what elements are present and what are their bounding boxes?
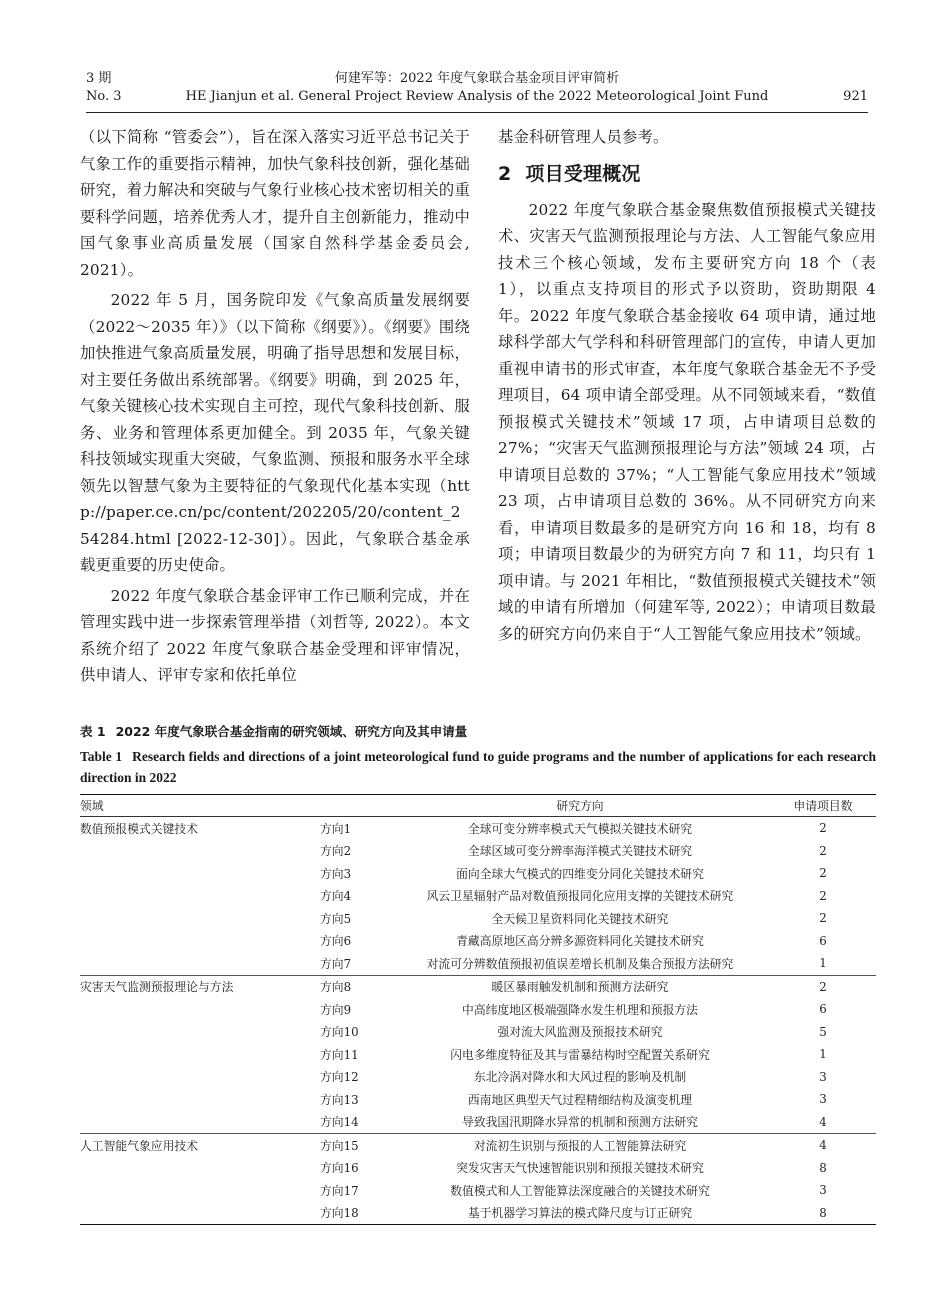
application-count-cell: 2	[819, 843, 827, 858]
paragraph: 基金科研管理人员参考。	[498, 128, 669, 146]
header-field: 领域	[80, 799, 104, 813]
direction-topic-cell: 东北冷涡对降水和大风过程的影响及机制	[473, 1070, 687, 1085]
paragraph: 2022 年度气象联合基金聚焦数值预报模式关键技术、灾害天气监测预报理论与方法、人工智能气象应用技术三个核心领域，发布主要研究方向 18 个（表 1），以重点支持项目的形式予以资助，资助期限 4 年。2022 年度气象联合基金接收 64 项申请，通过地球科学部大气学科和科研管理部门的宣传，申请人更加重视申请书的形式审查，本年度气象联合基金无不予受理项目，64 项申请全部受理。从不同领域来看，“数值预报模式关键技术”领域 17 项，占申请项目总数的 27%；“灾害天气监测预报理论与方法”领域 24 项，占申请项目总数的 37%；“人工智能气象应用技术”领域 23 项，占申请项目总数的 36%。从不同研究方向来看，申请项目数最多的是研究方向 16 和 18，均有 8 项；申请项目数最少的为研究方向 7 和 11，均只有 1 项申请。与 2021 年相比，“数值预报模式关键技术”领域的申请有所增加（何建军等, 2022）；申请项目数最多的研究方向仍来自于“人工智能气象应用技术”领域。	[498, 200, 876, 643]
field-cell	[80, 907, 320, 930]
application-count-cell: 8	[819, 1160, 827, 1175]
application-count-cell: 8	[770, 1202, 876, 1225]
field-cell	[80, 1179, 320, 1202]
table-label-zh: 表 1	[80, 724, 106, 739]
application-count-cell: 6	[819, 933, 827, 948]
direction-topic-cell: 西南地区典型天气过程精细结构及演变机理	[467, 1092, 693, 1107]
caption-text-zh: 2022 年度气象联合基金指南的研究领域、研究方向及其申请量	[115, 724, 468, 739]
table-row	[80, 862, 876, 885]
application-count-cell: 3	[819, 1092, 827, 1107]
table-row	[80, 930, 876, 953]
direction-number-cell: 方向3	[320, 866, 352, 881]
table-row	[80, 1179, 876, 1202]
table-row	[80, 1202, 876, 1225]
field-cell	[80, 1157, 320, 1180]
table-row	[80, 1157, 876, 1180]
direction-number-cell: 方向5	[320, 911, 352, 926]
table-row	[80, 1021, 876, 1044]
table-row	[80, 1134, 876, 1157]
issue-zh: 3 期	[86, 71, 112, 86]
direction-topic-cell: 全球区域可变分辨率海洋模式关键技术研究	[467, 844, 693, 859]
application-count-cell: 2	[770, 975, 876, 998]
field-cell	[80, 1088, 320, 1111]
application-count-cell: 2	[819, 821, 827, 836]
paragraph: （以下简称 “管委会”），旨在深入落实习近平总书记关于气象工作的重要指示精神，加快气象科技创新，强化基础研究，着力解决和突破与气象行业核心技术密切相关的重要科学问题，培养优秀人才，提升自主创新能力，推动中国气象事业高质量发展（国家自然科学基金委员会, 2021）。	[80, 128, 470, 279]
section-title: 项目受理概况	[525, 162, 641, 185]
application-count-cell: 1	[819, 1047, 827, 1062]
table-header-row	[80, 795, 876, 817]
field-cell: 灾害天气监测预报理论与方法	[80, 975, 320, 998]
field-cell	[80, 930, 320, 953]
application-count-cell: 3	[819, 1069, 827, 1084]
application-count-cell: 4	[770, 1134, 876, 1157]
table-row	[80, 1088, 876, 1111]
direction-topic-cell: 对流初生识别与预报的人工智能算法研究	[390, 1134, 770, 1157]
table-row	[80, 998, 876, 1021]
direction-number-cell: 方向13	[320, 1092, 359, 1107]
page-number: 921	[843, 89, 868, 104]
direction-topic-cell: 基于机器学习算法的模式降尺度与订正研究	[390, 1202, 770, 1225]
application-count-cell: 4	[819, 1114, 827, 1129]
field-cell: 人工智能气象应用技术	[80, 1134, 320, 1157]
direction-topic-cell: 面向全球大气模式的四维变分同化关键技术研究	[456, 866, 704, 881]
direction-number-cell: 方向6	[320, 934, 352, 949]
table-row	[80, 1043, 876, 1066]
field-cell	[80, 840, 320, 863]
direction-topic-cell: 闪电多维度特征及其与雷暴结构时空配置关系研究	[450, 1047, 710, 1062]
field-cell	[80, 1043, 320, 1066]
table-row	[80, 952, 876, 975]
application-count-cell: 2	[819, 888, 827, 903]
field-cell	[80, 1021, 320, 1044]
direction-number-cell: 方向7	[320, 956, 352, 971]
application-count-cell: 3	[819, 1183, 827, 1198]
direction-number-cell: 方向4	[320, 889, 352, 904]
right-column	[498, 124, 876, 651]
direction-number-cell: 方向18	[320, 1202, 390, 1225]
caption-zh	[80, 722, 876, 742]
table-body	[80, 817, 876, 1225]
table-caption	[80, 722, 876, 788]
direction-number-cell: 方向17	[320, 1183, 359, 1198]
header-count: 申请项目数	[793, 799, 853, 813]
application-count-cell: 5	[819, 1024, 827, 1039]
direction-topic-cell: 强对流大风监测及预报技术研究	[497, 1025, 663, 1040]
direction-topic-cell: 导致我国汛期降水异常的机制和预测方法研究	[462, 1115, 698, 1130]
table-row	[80, 817, 876, 840]
running-title-en: HE Jianjun et al. General Project Review Analysis of the 2022 Meteorological Joint Fund	[185, 89, 769, 104]
section-heading	[498, 159, 876, 189]
table-row	[80, 885, 876, 908]
field-cell	[80, 862, 320, 885]
running-title-zh: 何建军等：2022 年度气象联合基金项目评审简析	[334, 71, 620, 86]
direction-topic-cell: 突发灾害天气快速智能识别和预报关键技术研究	[456, 1161, 704, 1176]
field-cell	[80, 1111, 320, 1134]
table-row	[80, 1111, 876, 1134]
field-cell	[80, 952, 320, 975]
direction-number-cell: 方向2	[320, 844, 352, 859]
field-cell	[80, 1202, 320, 1225]
paragraph-text: 2022 年 5 月，国务院印发《气象高质量发展纲要（2022～2035 年）》（以下简称《纲要》）。《纲要》围绕加快推进气象高质量发展，明确了指导思想和发展目标，对主要任务做出系统部署。《纲要》明确，到 2025 年，气象关键核心技术实现自主可控，现代气象科技创新、服务、业务和管理体系更加健全。到 2035 年，气象关键科技领域实现重大突破，气象监测、预报和服务水平全球领先以智慧气象为主要特征的气象现代化基本实现（	[80, 291, 470, 495]
left-column	[80, 124, 470, 693]
running-header	[86, 70, 868, 112]
direction-number-cell: 方向10	[320, 1025, 359, 1040]
table-row	[80, 1066, 876, 1089]
direction-number-cell: 方向16	[320, 1161, 359, 1176]
field-cell	[80, 998, 320, 1021]
direction-number-cell: 方向9	[320, 1002, 352, 1017]
table-label-en: Table 1	[80, 749, 123, 764]
direction-topic-cell: 青藏高原地区高分辨多源资料同化关键技术研究	[456, 934, 704, 949]
header-direction: 研究方向	[556, 799, 604, 813]
field-cell	[80, 885, 320, 908]
paragraph	[80, 287, 470, 579]
direction-topic-cell: 全球可变分辨率模式天气模拟关键技术研究	[467, 821, 693, 836]
direction-topic-cell: 全天候卫星资料同化关键技术研究	[491, 911, 669, 926]
table-row	[80, 975, 876, 998]
direction-topic-cell: 对流可分辨数值预报初值误差增长机制及集合预报方法研究	[426, 956, 734, 971]
application-count-cell: 2	[819, 911, 827, 926]
direction-number-cell: 方向15	[320, 1134, 390, 1157]
direction-topic-cell: 暖区暴雨触发机制和预测方法研究	[390, 975, 770, 998]
direction-number-cell: 方向11	[320, 1047, 359, 1062]
direction-topic-cell: 中高纬度地区极端强降水发生机理和预报方法	[462, 1002, 698, 1017]
direction-number-cell: 方向8	[320, 975, 390, 998]
reference-url: http://paper.ce.cn/pc/content/202205/20/content_254284.html [2022-12-30]	[80, 476, 470, 548]
direction-topic-cell: 风云卫星辐射产品对数值预报同化应用支撑的关键技术研究	[426, 889, 734, 904]
application-count-cell: 6	[819, 1002, 827, 1017]
research-directions-table	[80, 794, 876, 1225]
table-row	[80, 907, 876, 930]
caption-en	[80, 746, 876, 788]
application-count-cell: 1	[819, 956, 827, 971]
caption-text-en: Research fields and directions of a joint meteorological fund to guide programs and the number of applications for each research direction in 2022	[80, 749, 876, 785]
table-row	[80, 840, 876, 863]
issue-en: No. 3	[86, 89, 122, 104]
paragraph-text: ）。因此，气象联合基金承载更重要的历史使命。	[80, 529, 470, 574]
header-rule	[86, 112, 868, 113]
field-cell: 数值预报模式关键技术	[80, 821, 198, 836]
direction-number-cell: 方向14	[320, 1115, 359, 1130]
direction-topic-cell: 数值模式和人工智能算法深度融合的关键技术研究	[450, 1183, 710, 1198]
direction-number-cell: 方向1	[320, 821, 352, 836]
field-cell	[80, 1066, 320, 1089]
section-number: 2	[498, 162, 512, 185]
paragraph: 2022 年度气象联合基金评审工作已顺利完成，并在管理实践中进一步探索管理举措（刘哲等, 2022）。本文系统介绍了 2022 年度气象联合基金受理和评审情况，供申请人、评审专家和依托单位	[80, 586, 470, 684]
application-count-cell: 2	[819, 866, 827, 881]
direction-number-cell: 方向12	[320, 1070, 359, 1085]
